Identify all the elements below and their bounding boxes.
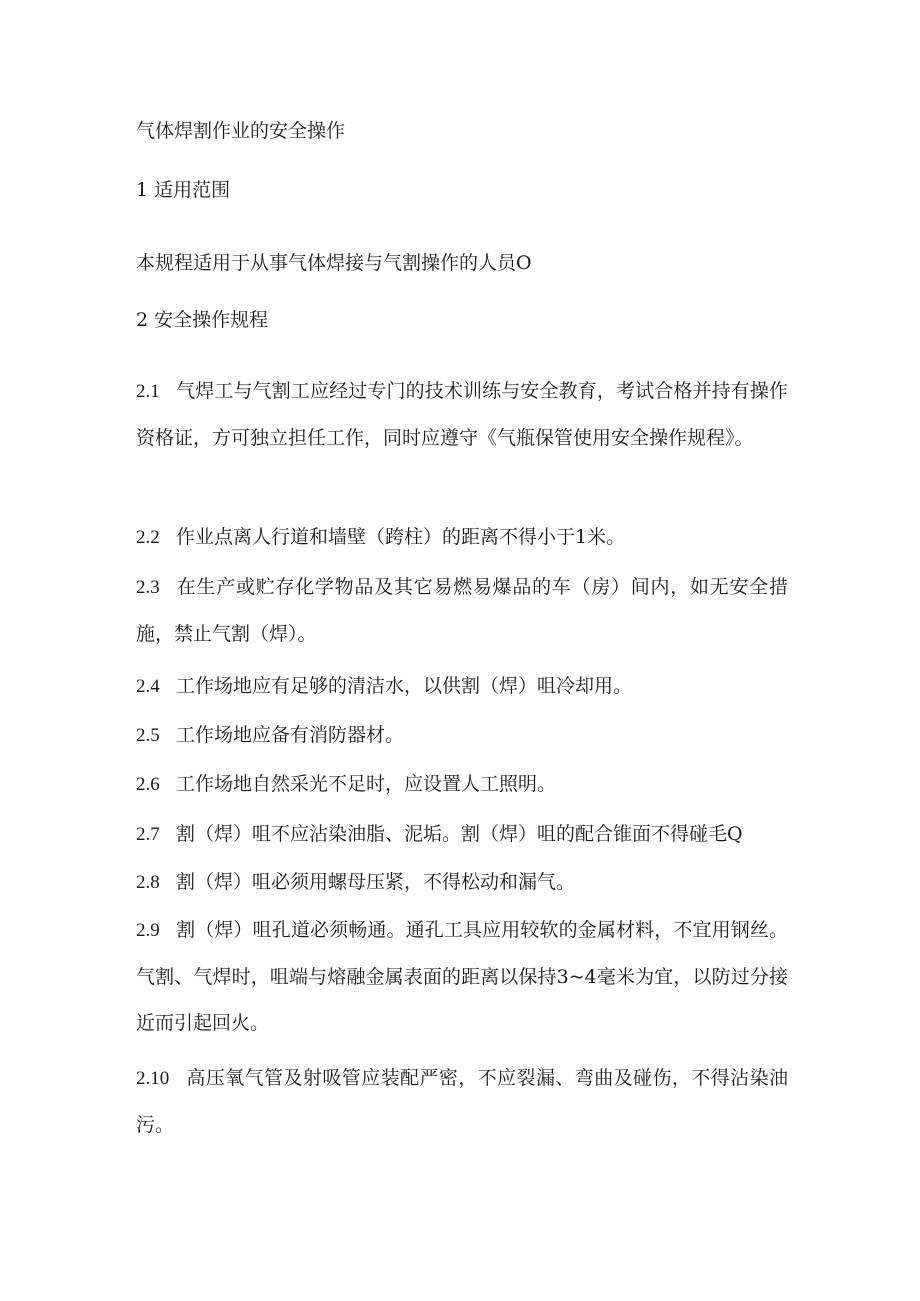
clause-2-4 — [136, 663, 788, 710]
clause-2-9 — [136, 907, 788, 1046]
document-title: 气体焊割作业的安全操作 — [136, 120, 346, 142]
clause-number: 2.1 — [136, 381, 160, 402]
section-1-body: 本规程适用于从事气体焊接与气割操作的人员O — [136, 252, 532, 274]
clause-number: 2.8 — [136, 872, 160, 893]
clause-number: 2.2 — [136, 527, 160, 548]
clause-2-2 — [136, 514, 788, 561]
clause-2-5 — [136, 712, 788, 759]
clause-number: 2.5 — [136, 725, 160, 746]
clause-text: 在生产或贮存化学物品及其它易燃易爆品的车（房）间内，如无安全措施，禁止气割（焊）。 — [136, 576, 788, 645]
clause-number: 2.3 — [136, 577, 160, 598]
clause-2-1 — [136, 368, 788, 461]
clause-number: 2.10 — [136, 1068, 170, 1089]
clause-2-7 — [136, 811, 788, 858]
section-2-heading: 2 安全操作规程 — [136, 309, 269, 331]
clause-number: 2.6 — [136, 774, 160, 795]
clause-text: 割（焊）咀不应沾染油脂、泥垢。割（焊）咀的配合锥面不得碰毛Q — [176, 823, 743, 845]
clause-2-8 — [136, 859, 788, 906]
clause-2-10 — [136, 1055, 788, 1148]
clause-text: 割（焊）咀必须用螺母压紧，不得松动和漏气。 — [176, 871, 576, 893]
clause-text: 工作场地自然采光不足时，应设置人工照明。 — [176, 773, 557, 795]
clause-text: 工作场地应有足够的清洁水，以供割（焊）咀冷却用。 — [176, 675, 633, 697]
clause-text: 气焊工与气割工应经过专门的技术训练与安全教育，考试合格并持有操作资格证，方可独立担任工作，同时应遵守《气瓶保管使用安全操作规程》。 — [136, 380, 788, 449]
clause-text: 高压氧气管及射吸管应装配严密，不应裂漏、弯曲及碰伤，不得沾染油污。 — [136, 1067, 788, 1136]
clause-2-6 — [136, 761, 788, 808]
clause-text: 工作场地应备有消防器材。 — [176, 724, 405, 746]
clause-number: 2.7 — [136, 824, 160, 845]
clause-number: 2.4 — [136, 676, 160, 697]
clause-text: 作业点离人行道和墙壁（跨柱）的距离不得小于1米。 — [176, 526, 626, 548]
clause-2-3 — [136, 564, 788, 657]
clause-text: 割（焊）咀孔道必须畅通。通孔工具应用较软的金属材料，不宜用钢丝。气割、气焊时，咀端与熔融金属表面的距离以保持3~4毫米为宜，以防过分接近而引起回火。 — [136, 919, 788, 1034]
section-1-heading: 1 适用范围 — [136, 179, 231, 201]
clause-number: 2.9 — [136, 920, 160, 941]
